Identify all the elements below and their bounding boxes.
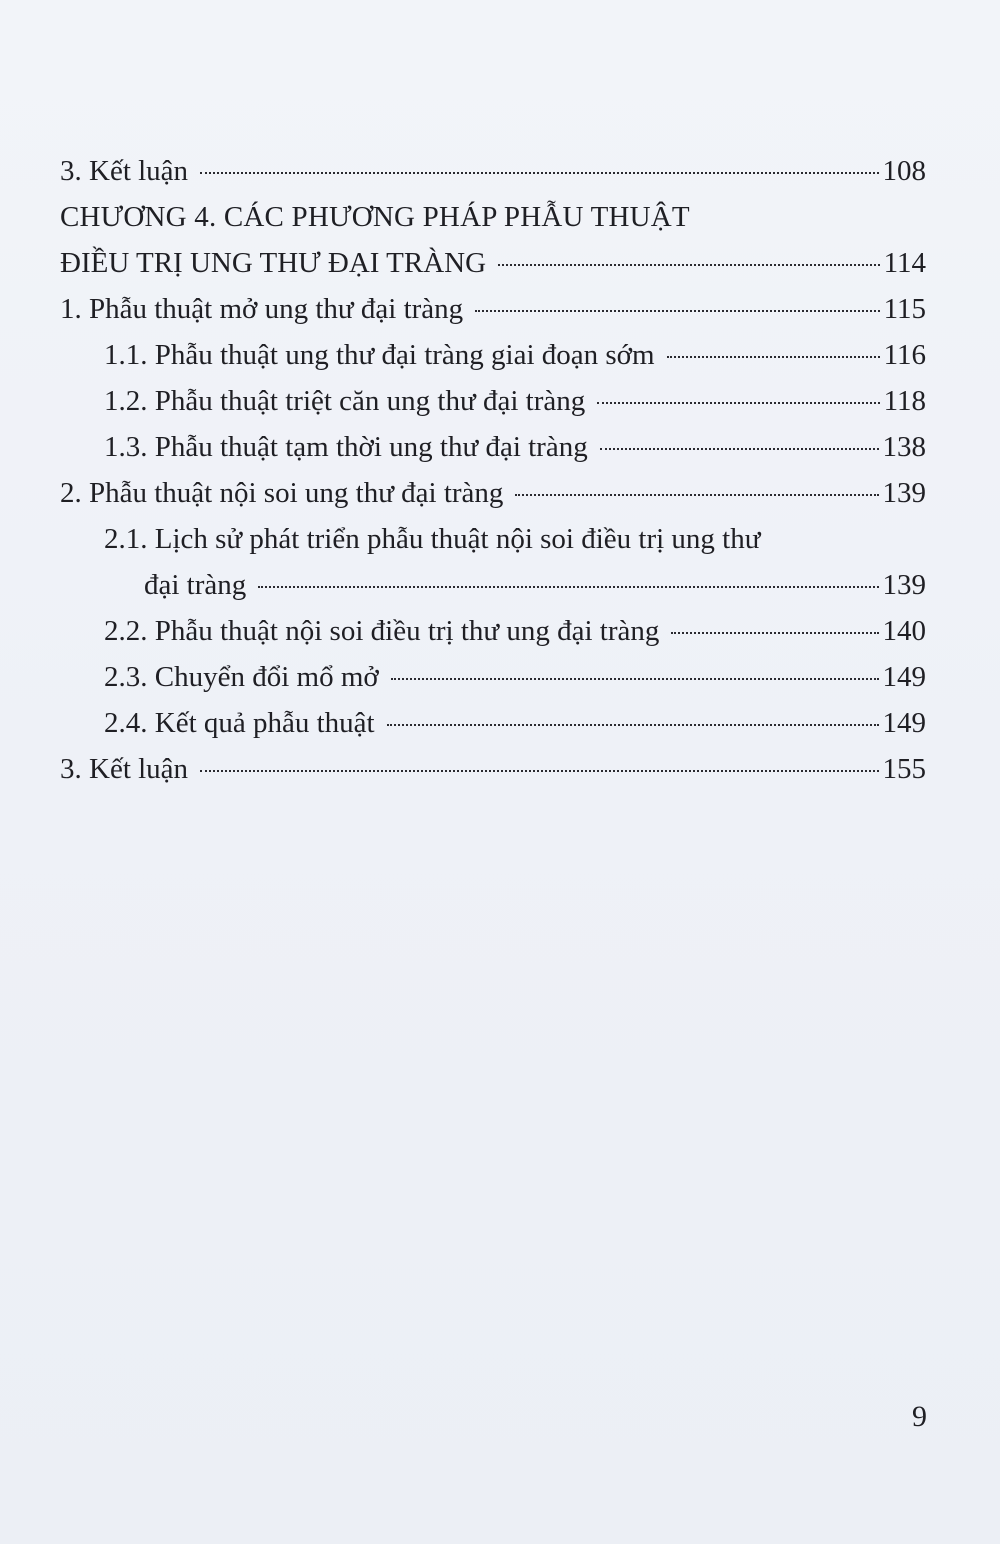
toc-entry [60, 424, 926, 470]
toc-entry-title: 2. Phẫu thuật nội soi ung thư đại tràng [60, 477, 504, 509]
toc-entry-page: 149 [882, 707, 926, 739]
toc-entry-title: 2.3. Chuyển đổi mổ mở [104, 661, 379, 693]
toc-entry [60, 332, 926, 378]
toc-entry-title: 2.2. Phẫu thuật nội soi điều trị thư ung đại tràng [104, 615, 660, 647]
toc-entry-page: 118 [883, 385, 926, 417]
table-of-contents [60, 148, 926, 792]
dot-leader [597, 402, 879, 404]
toc-entry-page: 149 [882, 661, 926, 693]
toc-entry-title: 1. Phẫu thuật mở ung thư đại tràng [60, 293, 464, 325]
dot-leader [200, 172, 878, 174]
chapter-title-line2: ĐIỀU TRỊ UNG THƯ ĐẠI TRÀNG [60, 247, 487, 279]
toc-entry [60, 746, 926, 792]
toc-entry-title: 3. Kết luận [60, 155, 189, 187]
dot-leader [498, 264, 879, 266]
toc-entry-page: 140 [882, 615, 926, 647]
toc-entry-title-line1: 2.1. Lịch sử phát triển phẫu thuật nội soi điều trị ung thư [104, 523, 761, 555]
toc-entry-title: 3. Kết luận [60, 753, 189, 785]
toc-entry [60, 470, 926, 516]
chapter-title-line1: CHƯƠNG 4. CÁC PHƯƠNG PHÁP PHẪU THUẬT [60, 201, 690, 233]
toc-entry [60, 378, 926, 424]
dot-leader [391, 678, 879, 680]
toc-entry-title: 1.3. Phẫu thuật tạm thời ung thư đại tràng [104, 431, 588, 463]
toc-entry [60, 608, 926, 654]
page-number: 9 [912, 1400, 927, 1433]
toc-entry-page: 108 [882, 155, 926, 187]
toc-entry [60, 700, 926, 746]
toc-entry-page: 116 [883, 339, 926, 371]
toc-entry-page: 138 [882, 431, 926, 463]
toc-chapter-heading [60, 194, 926, 286]
dot-leader [671, 632, 878, 634]
toc-entry-page: 114 [883, 247, 926, 279]
toc-entry [60, 654, 926, 700]
toc-entry-page: 139 [882, 569, 926, 601]
toc-entry-page: 155 [882, 753, 926, 785]
toc-entry [60, 148, 926, 194]
toc-entry-wrapped [60, 516, 926, 608]
dot-leader [387, 724, 879, 726]
toc-entry [60, 286, 926, 332]
toc-entry-title-line2: đại tràng [144, 569, 247, 601]
toc-entry-page: 139 [882, 477, 926, 509]
dot-leader [200, 770, 878, 772]
dot-leader [515, 494, 878, 496]
toc-entry-title: 2.4. Kết quả phẫu thuật [104, 707, 375, 739]
dot-leader [258, 586, 878, 588]
toc-entry-page: 115 [883, 293, 926, 325]
dot-leader [600, 448, 879, 450]
toc-entry-title: 1.1. Phẫu thuật ung thư đại tràng giai đoạn sớm [104, 339, 655, 371]
toc-entry-title: 1.2. Phẫu thuật triệt căn ung thư đại tràng [104, 385, 586, 417]
dot-leader [475, 310, 879, 312]
dot-leader [667, 356, 880, 358]
